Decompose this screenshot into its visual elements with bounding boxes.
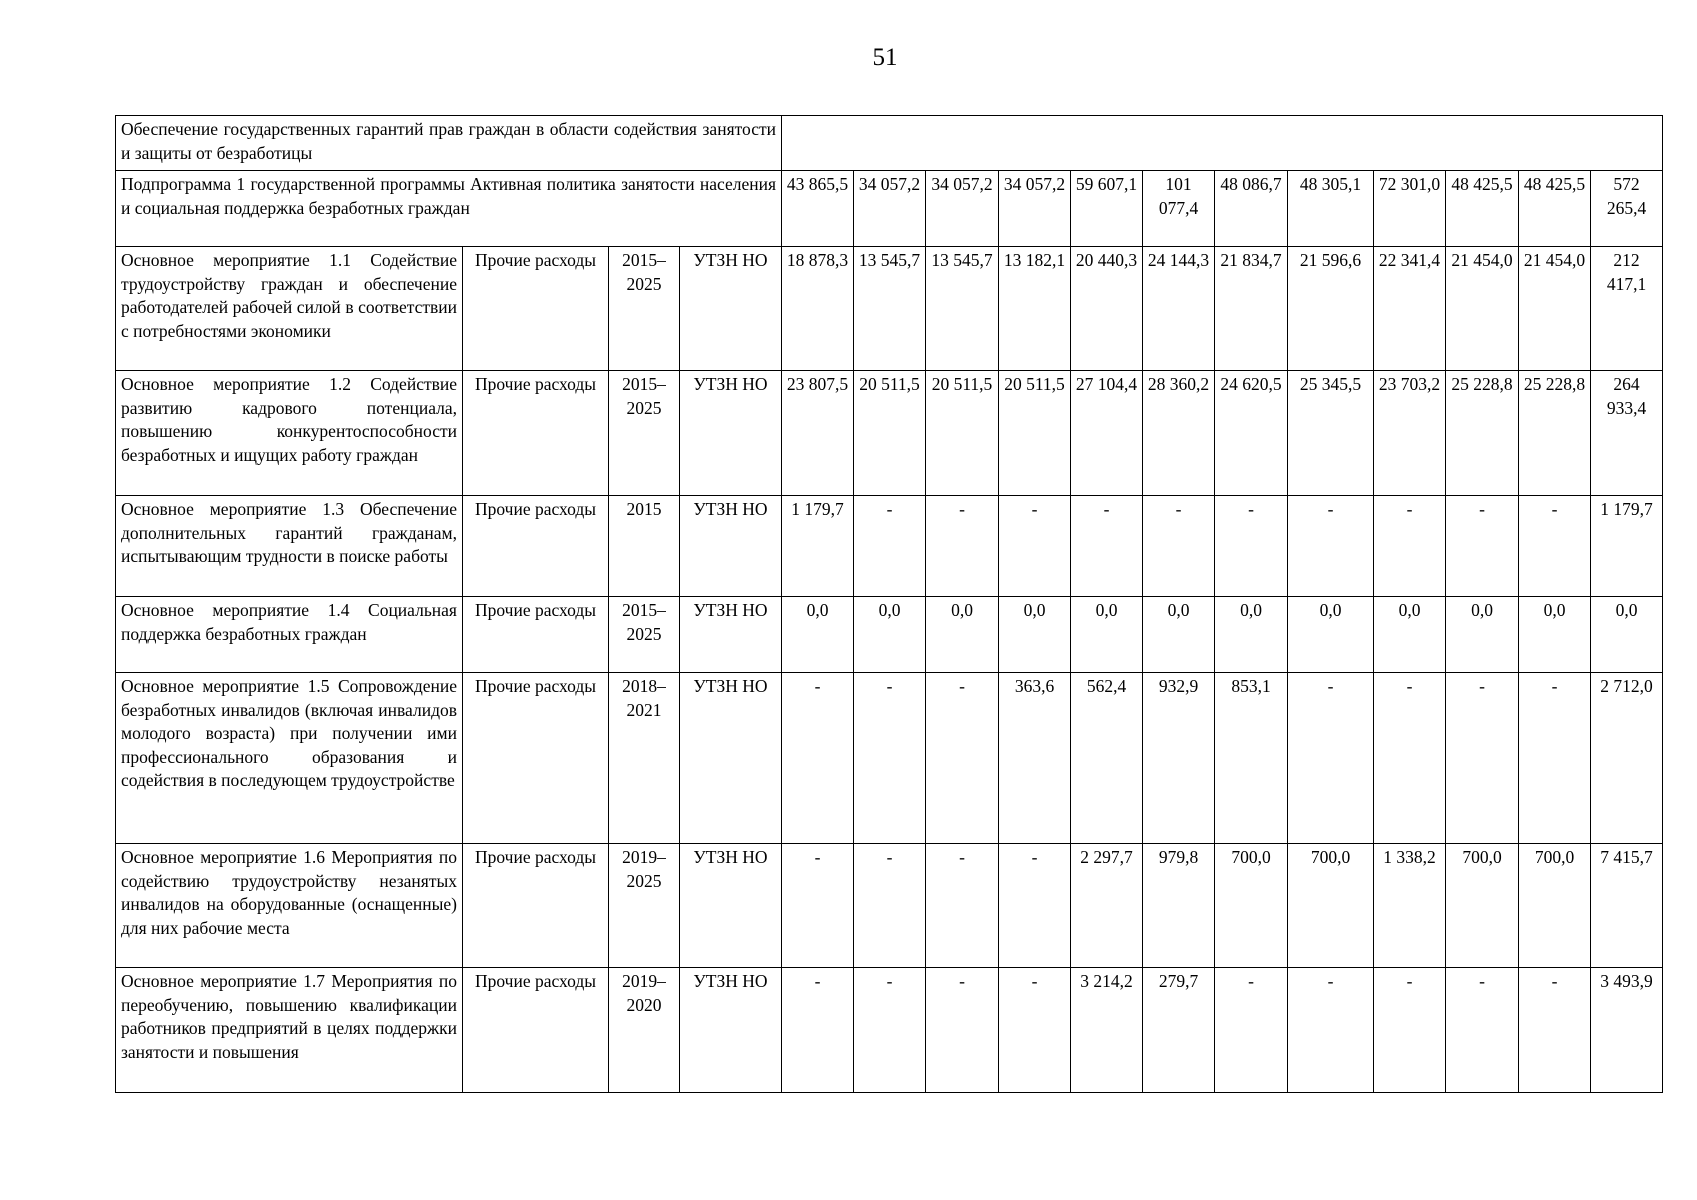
value-cell: - [1143, 496, 1215, 597]
executor: УТЗН НО [680, 844, 782, 968]
value-cell: 932,9 [1143, 673, 1215, 844]
activity-name: Основное мероприятие 1.3 Обеспечение дополнительных гарантий гражданам, испытывающим трудности в поиске работы [116, 496, 463, 597]
period: 2019–2025 [609, 844, 680, 968]
value-cell: - [854, 844, 926, 968]
value-cell: 28 360,2 [1143, 371, 1215, 496]
page-number: 51 [872, 44, 898, 71]
value-cell: 1 179,7 [1591, 496, 1663, 597]
subprogram-value: 72 301,0 [1374, 171, 1446, 247]
executor: УТЗН НО [680, 247, 782, 371]
value-cell: 700,0 [1288, 844, 1374, 968]
table-row [116, 371, 1663, 496]
activity-name: Основное мероприятие 1.4 Социальная поддержка безработных граждан [116, 597, 463, 673]
value-cell: 0,0 [1215, 597, 1288, 673]
budget-table [115, 115, 1663, 1093]
value-cell: - [1374, 673, 1446, 844]
section-title: Обеспечение государственных гарантий прав граждан в области содействия занятости и защиты от безработицы [116, 116, 782, 171]
value-cell: 0,0 [854, 597, 926, 673]
value-cell: - [926, 844, 999, 968]
table-row [116, 968, 1663, 1093]
value-cell: - [1446, 496, 1519, 597]
value-cell: - [1288, 968, 1374, 1093]
value-cell: - [782, 844, 854, 968]
subprogram-value: 48 425,5 [1446, 171, 1519, 247]
value-cell: 21 834,7 [1215, 247, 1288, 371]
value-cell: 3 493,9 [1591, 968, 1663, 1093]
activity-name: Основное мероприятие 1.7 Мероприятия по переобучению, повышению квалификации работников предприятий в целях поддержки занятости и повышения [116, 968, 463, 1093]
value-cell: 21 596,6 [1288, 247, 1374, 371]
value-cell: 25 228,8 [1519, 371, 1591, 496]
value-cell: - [999, 968, 1071, 1093]
subprogram-value: 572 265,4 [1591, 171, 1663, 247]
value-cell: 25 228,8 [1446, 371, 1519, 496]
value-cell: 700,0 [1446, 844, 1519, 968]
value-cell: 20 511,5 [926, 371, 999, 496]
expense-type: Прочие расходы [463, 247, 609, 371]
value-cell: - [854, 968, 926, 1093]
value-cell: 0,0 [1071, 597, 1143, 673]
period: 2015–2025 [609, 371, 680, 496]
value-cell: 279,7 [1143, 968, 1215, 1093]
period: 2018–2021 [609, 673, 680, 844]
activity-name: Основное мероприятие 1.5 Сопровождение безработных инвалидов (включая инвалидов молодого возраста) при получении ими профессионального образования и содействия в последующем трудоустройстве [116, 673, 463, 844]
value-cell: 3 214,2 [1071, 968, 1143, 1093]
value-cell: 0,0 [1446, 597, 1519, 673]
value-cell: 13 545,7 [926, 247, 999, 371]
value-cell: - [854, 673, 926, 844]
expense-type: Прочие расходы [463, 496, 609, 597]
value-cell: 0,0 [1374, 597, 1446, 673]
subprogram-row [116, 171, 1663, 247]
expense-type: Прочие расходы [463, 844, 609, 968]
subprogram-value: 34 057,2 [854, 171, 926, 247]
period: 2015–2025 [609, 597, 680, 673]
value-cell: 23 807,5 [782, 371, 854, 496]
subprogram-value: 34 057,2 [999, 171, 1071, 247]
expense-type: Прочие расходы [463, 597, 609, 673]
value-cell: - [854, 496, 926, 597]
value-cell: 0,0 [1591, 597, 1663, 673]
value-cell: 0,0 [926, 597, 999, 673]
activity-name: Основное мероприятие 1.6 Мероприятия по содействию трудоустройству незанятых инвалидов на оборудованные (оснащенные) для них рабочие места [116, 844, 463, 968]
executor: УТЗН НО [680, 968, 782, 1093]
value-cell: - [1288, 673, 1374, 844]
executor: УТЗН НО [680, 597, 782, 673]
value-cell: 562,4 [1071, 673, 1143, 844]
subprogram-value: 59 607,1 [1071, 171, 1143, 247]
expense-type: Прочие расходы [463, 968, 609, 1093]
value-cell: 7 415,7 [1591, 844, 1663, 968]
period: 2015–2025 [609, 247, 680, 371]
subprogram-value: 34 057,2 [926, 171, 999, 247]
value-cell: - [999, 844, 1071, 968]
value-cell: 0,0 [782, 597, 854, 673]
subprogram-title: Подпрограмма 1 государственной программы Активная политика занятости населения и социальная поддержка безработных граждан [116, 171, 782, 247]
value-cell: - [1215, 968, 1288, 1093]
value-cell: 25 345,5 [1288, 371, 1374, 496]
subprogram-value: 48 305,1 [1288, 171, 1374, 247]
section-row [116, 116, 1663, 171]
subprogram-value: 43 865,5 [782, 171, 854, 247]
value-cell: - [1446, 673, 1519, 844]
section-empty-cell [782, 116, 1663, 171]
value-cell: 22 341,4 [1374, 247, 1446, 371]
value-cell: - [1519, 968, 1591, 1093]
subprogram-value: 48 086,7 [1215, 171, 1288, 247]
table-row [116, 496, 1663, 597]
value-cell: 24 620,5 [1215, 371, 1288, 496]
value-cell: - [999, 496, 1071, 597]
value-cell: 27 104,4 [1071, 371, 1143, 496]
value-cell: - [1071, 496, 1143, 597]
value-cell: 0,0 [1519, 597, 1591, 673]
value-cell: - [782, 968, 854, 1093]
value-cell: 20 511,5 [854, 371, 926, 496]
value-cell: 979,8 [1143, 844, 1215, 968]
executor: УТЗН НО [680, 673, 782, 844]
value-cell: - [1374, 968, 1446, 1093]
value-cell: 2 297,7 [1071, 844, 1143, 968]
table-row [116, 844, 1663, 968]
value-cell: 700,0 [1215, 844, 1288, 968]
table-row [116, 597, 1663, 673]
activity-name: Основное мероприятие 1.2 Содействие развитию кадрового потенциала, повышению конкурентоспособности безработных и ищущих работу граждан [116, 371, 463, 496]
value-cell: 20 440,3 [1071, 247, 1143, 371]
value-cell: - [1288, 496, 1374, 597]
value-cell: - [926, 496, 999, 597]
period: 2019–2020 [609, 968, 680, 1093]
value-cell: 0,0 [1288, 597, 1374, 673]
value-cell: 212 417,1 [1591, 247, 1663, 371]
value-cell: 18 878,3 [782, 247, 854, 371]
activity-name: Основное мероприятие 1.1 Содействие трудоустройству граждан и обеспечение работодателей рабочей силой в соответствии с потребностями экономики [116, 247, 463, 371]
value-cell: 2 712,0 [1591, 673, 1663, 844]
value-cell: - [926, 673, 999, 844]
value-cell: - [1519, 496, 1591, 597]
value-cell: - [782, 673, 854, 844]
executor: УТЗН НО [680, 371, 782, 496]
subprogram-value: 101 077,4 [1143, 171, 1215, 247]
value-cell: 700,0 [1519, 844, 1591, 968]
value-cell: 363,6 [999, 673, 1071, 844]
value-cell: - [926, 968, 999, 1093]
value-cell: 21 454,0 [1519, 247, 1591, 371]
value-cell: 21 454,0 [1446, 247, 1519, 371]
value-cell: 853,1 [1215, 673, 1288, 844]
value-cell: - [1215, 496, 1288, 597]
value-cell: 20 511,5 [999, 371, 1071, 496]
value-cell: 0,0 [999, 597, 1071, 673]
value-cell: 1 179,7 [782, 496, 854, 597]
subprogram-value: 48 425,5 [1519, 171, 1591, 247]
value-cell: 1 338,2 [1374, 844, 1446, 968]
value-cell: - [1446, 968, 1519, 1093]
value-cell: - [1374, 496, 1446, 597]
value-cell: 264 933,4 [1591, 371, 1663, 496]
executor: УТЗН НО [680, 496, 782, 597]
expense-type: Прочие расходы [463, 673, 609, 844]
table-row [116, 247, 1663, 371]
value-cell: 23 703,2 [1374, 371, 1446, 496]
value-cell: 24 144,3 [1143, 247, 1215, 371]
expense-type: Прочие расходы [463, 371, 609, 496]
value-cell: 0,0 [1143, 597, 1215, 673]
period: 2015 [609, 496, 680, 597]
value-cell: 13 545,7 [854, 247, 926, 371]
table-row [116, 673, 1663, 844]
value-cell: - [1519, 673, 1591, 844]
value-cell: 13 182,1 [999, 247, 1071, 371]
